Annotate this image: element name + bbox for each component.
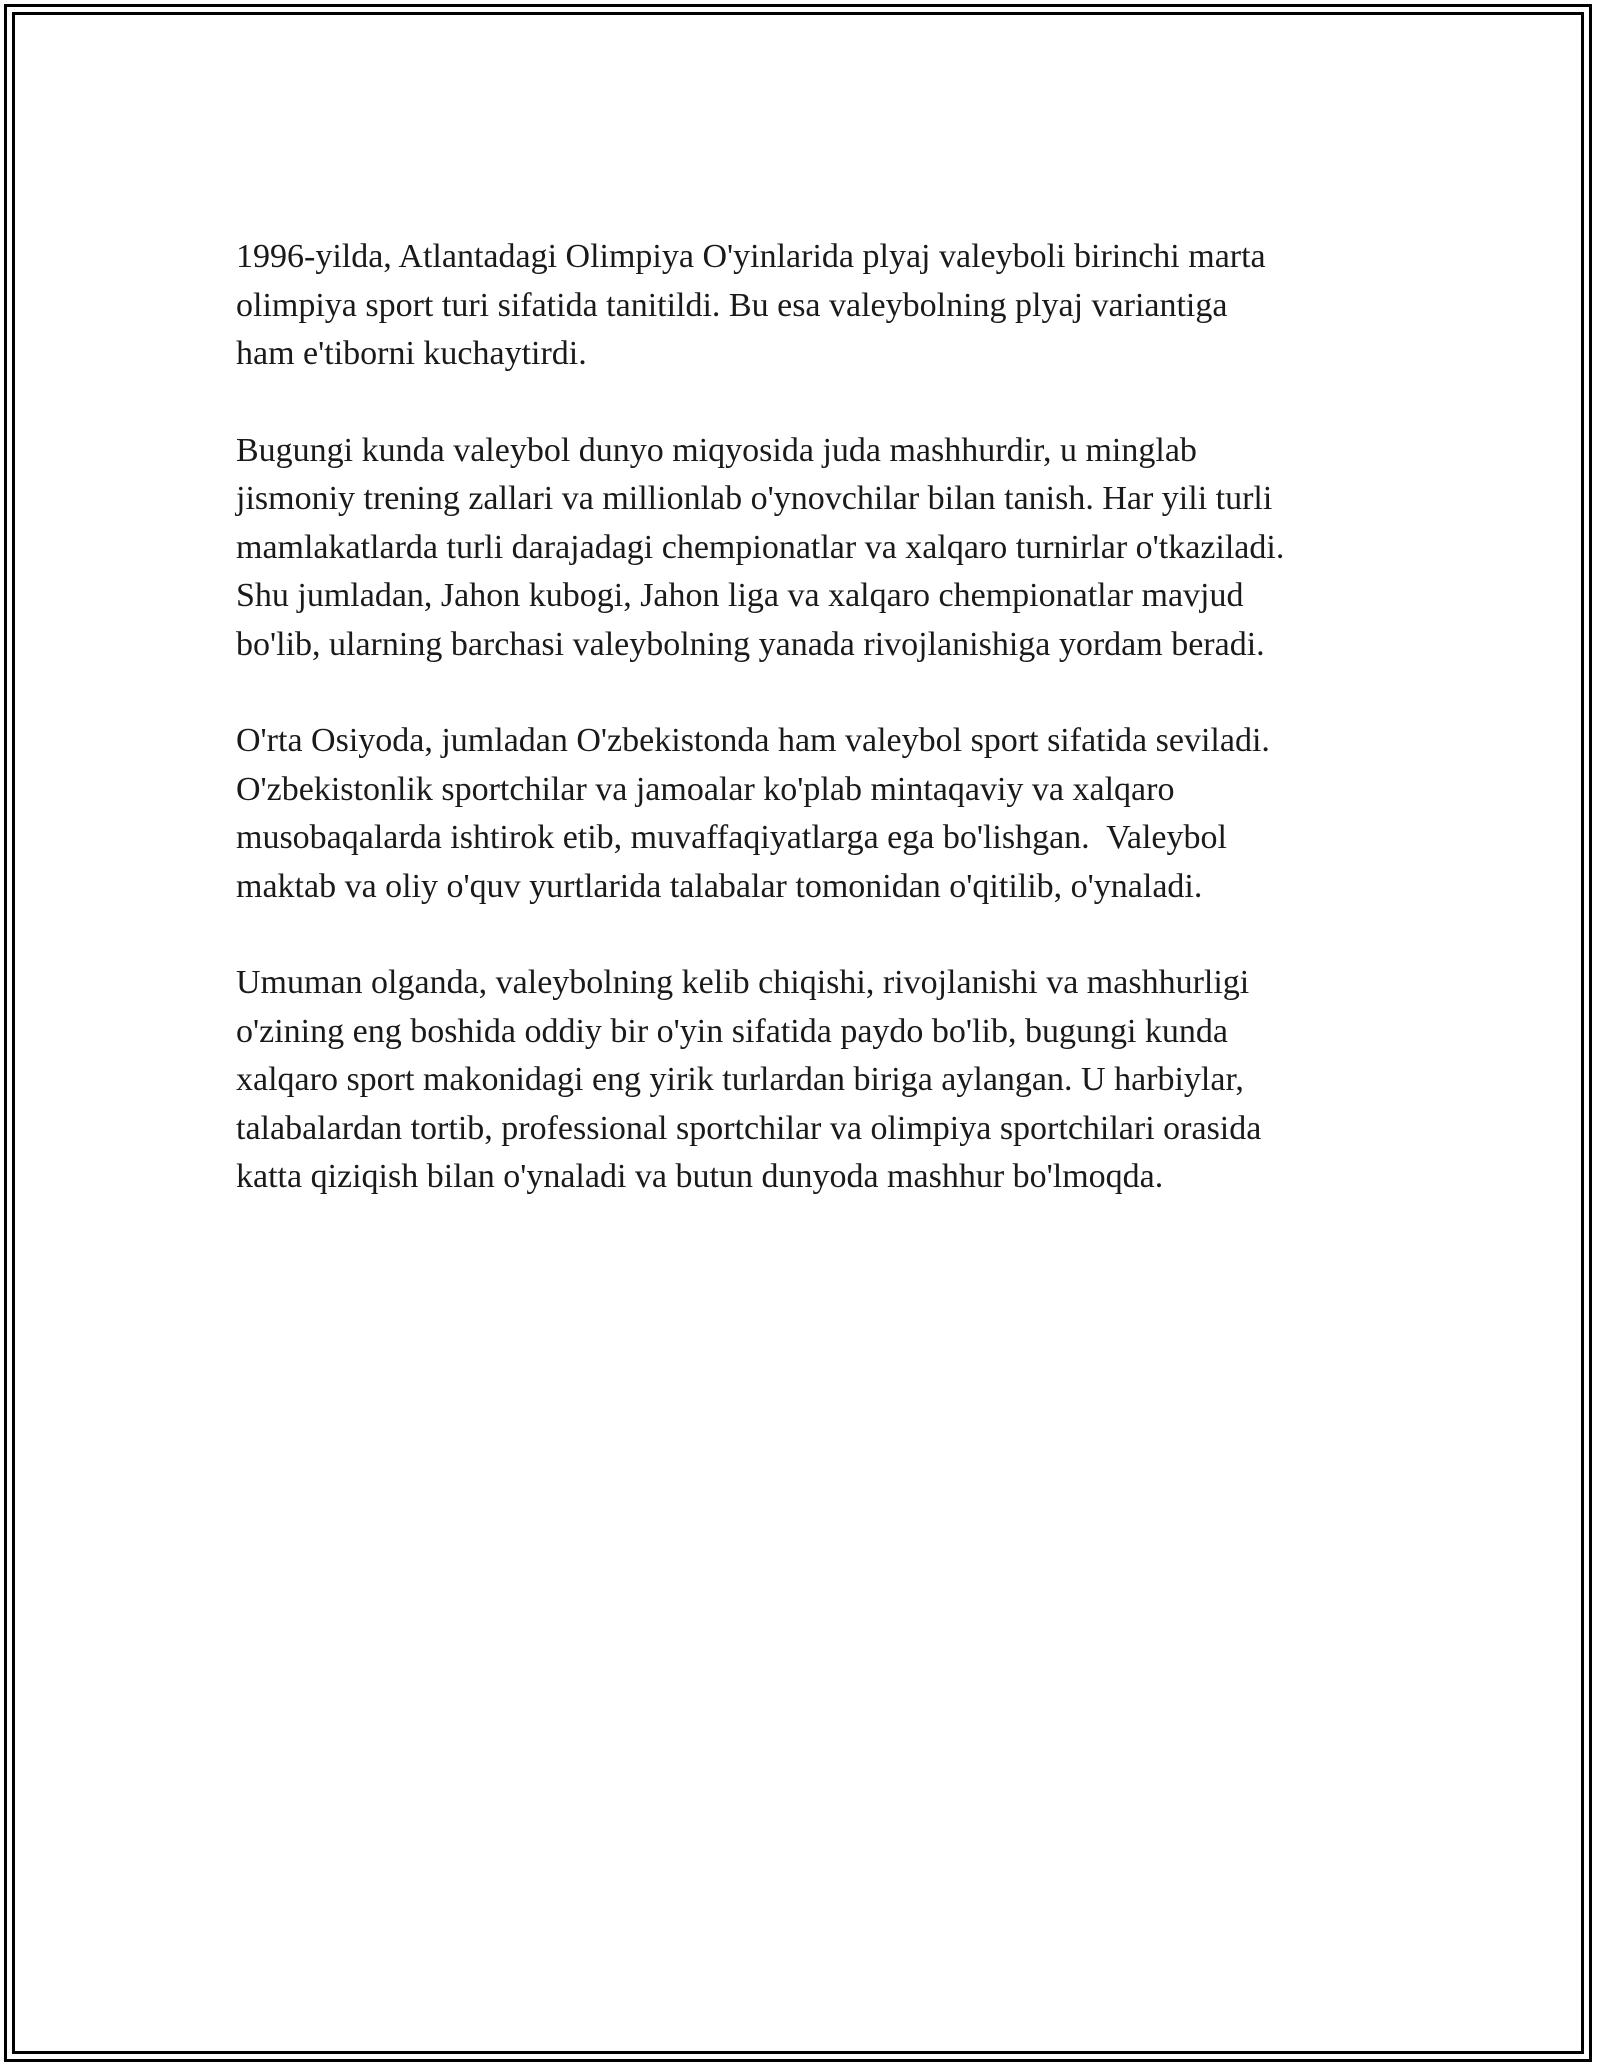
paragraph-line: o'zining eng boshida oddiy bir o'yin sifatida paydo bo'lib, bugungi kunda xyxy=(236,1012,1228,1050)
paragraph-line: jismoniy trening zallari va millionlab o'ynovchilar bilan tanish. Har yili turli xyxy=(236,480,1273,517)
paragraph-olympics xyxy=(236,233,1396,379)
paragraph-line: 1996-yilda, Atlantadagi Olimpiya O'yinlarida plyaj valeyboli birinchi marta xyxy=(236,238,1266,275)
paragraph-line: Shu jumladan, Jahon kubogi, Jahon liga va xalqaro chempionatlar mavjud xyxy=(236,577,1244,614)
paragraph-line: O'rta Osiyoda, jumladan O'zbekistonda ham valeybol sport sifatida seviladi. xyxy=(236,722,1270,759)
paragraph-line: mamlakatlarda turli darajadagi chempionatlar va xalqaro turnirlar o'tkaziladi. xyxy=(236,528,1285,566)
paragraph-line: Umuman olganda, valeybolning kelib chiqishi, rivojlanishi va mashhurligi xyxy=(236,964,1250,1001)
paragraph-line: talabalardan tortib, professional sportchilar va olimpiya sportchilari orasida xyxy=(236,1109,1262,1147)
paragraph-line: ham e'tiborni kuchaytirdi. xyxy=(236,335,587,372)
paragraph-conclusion xyxy=(236,959,1396,1202)
paragraph-line: O'zbekistonlik sportchilar va jamoalar ko'plab mintaqaviy va xalqaro xyxy=(236,770,1175,808)
paragraph-line: katta qiziqish bilan o'ynaladi va butun dunyoda mashhur bo'lmoqda. xyxy=(236,1158,1164,1195)
paragraph-line: xalqaro sport makonidagi eng yirik turlardan biriga aylangan. U harbiylar, xyxy=(236,1061,1244,1098)
paragraph-line: olimpiya sport turi sifatida tanitildi. Bu esa valeybolning plyaj variantiga xyxy=(236,286,1228,324)
paragraph-line: maktab va oliy o'quv yurtlarida talabalar tomonidan o'qitilib, o'ynaladi. xyxy=(236,867,1203,905)
paragraph-central-asia xyxy=(236,717,1396,911)
paragraph-line: musobaqalarda ishtirok etib, muvaffaqiyatlarga ega bo'lishgan. Valeybol xyxy=(236,819,1227,856)
paragraph-line: Bugungi kunda valeybol dunyo miqyosida juda mashhurdir, u minglab xyxy=(236,431,1197,469)
paragraph-line: bo'lib, ularning barchasi valeybolning yanada rivojlanishiga yordam beradi. xyxy=(236,625,1265,663)
document-body xyxy=(236,233,1396,1250)
paragraph-popularity xyxy=(236,427,1396,670)
